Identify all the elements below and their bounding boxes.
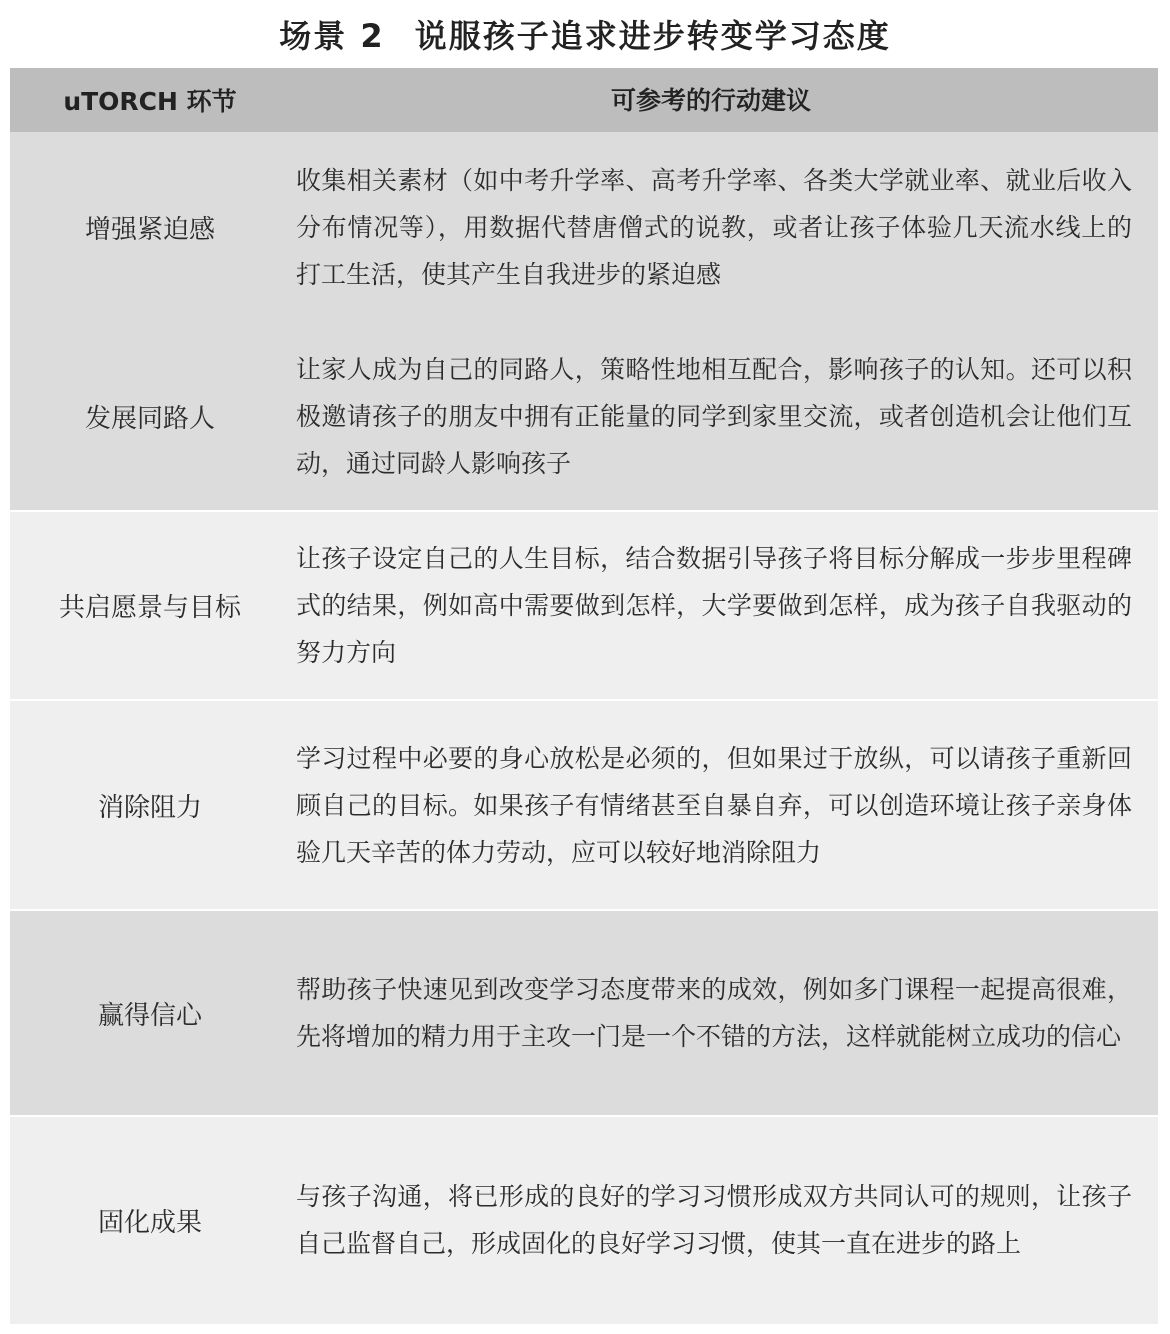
- row-stage: 赢得信心: [97, 1000, 202, 1031]
- table-row: [10, 510, 1158, 700]
- row-action: 与孩子沟通，将已形成的良好的学习习惯形成双方共同认可的规则，让孩子自己监督自己，形成固化的良好学习习惯，使其一直在进步的路上: [296, 1182, 1132, 1258]
- table-header: [10, 68, 1158, 132]
- table-row: [10, 910, 1158, 1116]
- row-stage: 增强紧迫感: [84, 214, 215, 245]
- row-stage: 固化成果: [97, 1207, 202, 1238]
- row-action: 让家人成为自己的同路人，策略性地相互配合，影响孩子的认知。还可以积极邀请孩子的朋友中拥有正能量的同学到家里交流，或者创造机会让他们互动，通过同龄人影响孩子: [296, 354, 1132, 478]
- table-row: [10, 1116, 1158, 1324]
- page-title: [0, 14, 1170, 58]
- row-action: 收集相关素材（如中考升学率、高考升学率、各类大学就业率、就业后收入分布情况等），用数据代替唐僧式的说教，或者让孩子体验几天流水线上的打工生活，使其产生自我进步的紧迫感: [296, 165, 1132, 289]
- row-stage: 发展同路人: [84, 403, 215, 434]
- row-divider: [10, 909, 1158, 911]
- table-row: [10, 132, 1158, 322]
- row-action: 让孩子设定自己的人生目标，结合数据引导孩子将目标分解成一步步里程碑式的结果，例如高中需要做到怎样，大学要做到怎样，成为孩子自我驱动的努力方向: [296, 543, 1132, 667]
- row-action: 帮助孩子快速见到改变学习态度带来的成效，例如多门课程一起提高很难，先将增加的精力用于主攻一门是一个不错的方法，这样就能树立成功的信心: [296, 975, 1132, 1051]
- row-stage: 消除阻力: [97, 792, 202, 823]
- row-divider: [10, 510, 1158, 512]
- action-table: [10, 68, 1158, 1324]
- table-row: [10, 322, 1158, 510]
- scene-title: 说服孩子追求进步转变学习态度: [414, 17, 891, 55]
- scene-number: 场景 2: [279, 17, 385, 55]
- table-row: [10, 700, 1158, 910]
- header-action: 可参考的行动建议: [610, 85, 811, 115]
- row-divider: [10, 699, 1158, 701]
- row-stage: 共启愿景与目标: [58, 592, 241, 623]
- row-action: 学习过程中必要的身心放松是必须的，但如果过于放纵，可以请孩子重新回顾自己的目标。如果孩子有情绪甚至自暴自弃，可以创造环境让孩子亲身体验几天辛苦的体力劳动，应可以较好地消除阻力: [296, 743, 1132, 867]
- header-stage: uTORCH 环节: [63, 87, 237, 116]
- row-divider: [10, 1115, 1158, 1117]
